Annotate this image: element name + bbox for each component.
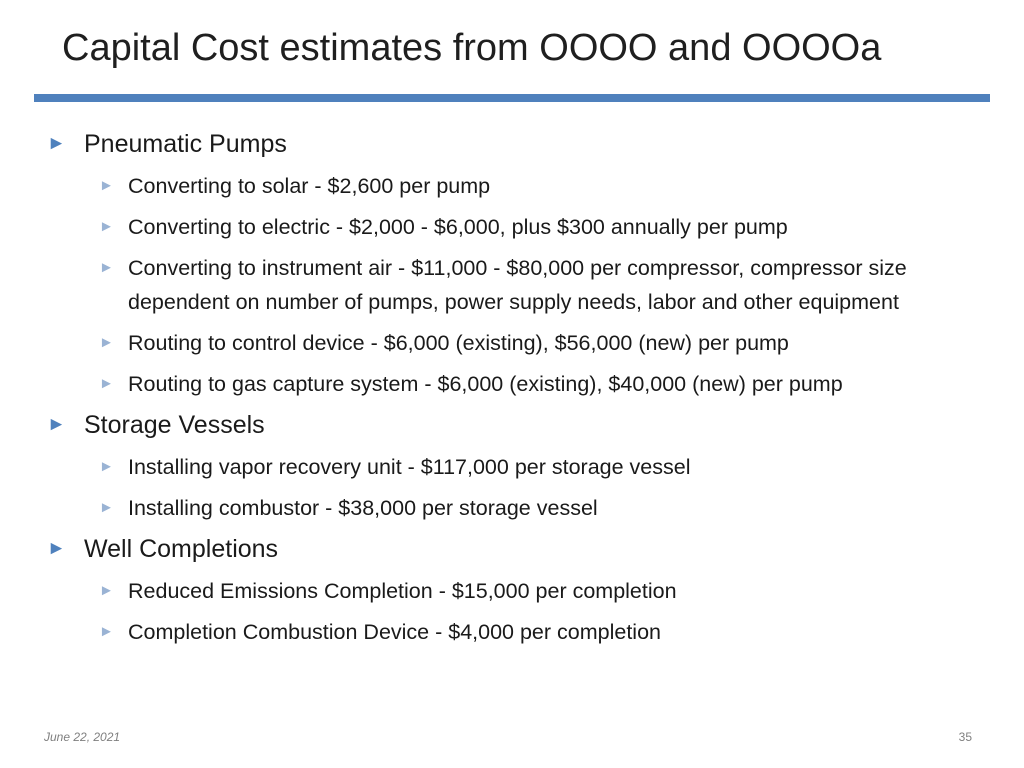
- section-heading-label: Well Completions: [84, 535, 279, 563]
- page-number: 35: [958, 730, 972, 744]
- bullet-triangle-icon: ►: [47, 414, 66, 435]
- list-item-text: Converting to instrument air - $11,000 - $80,000 per compressor, compressor size dependent on number of pumps, power supply needs, labor and other equipment: [128, 256, 907, 314]
- list-item: [0, 491, 1024, 525]
- list-item-text: Converting to solar - $2,600 per pump: [128, 174, 491, 198]
- list-item: [0, 326, 1024, 360]
- list-item: [0, 210, 1024, 244]
- sub-bullet-triangle-icon: ►: [99, 582, 114, 599]
- list-item-text: Converting to electric - $2,000 - $6,000, plus $300 annually per pump: [128, 215, 788, 239]
- list-item-text: Reduced Emissions Completion - $15,000 per completion: [128, 579, 677, 603]
- section-heading-well-completions: [0, 531, 1024, 567]
- list-item-text: Installing vapor recovery unit - $117,000 per storage vessel: [128, 455, 691, 479]
- sub-bullet-triangle-icon: ►: [99, 177, 114, 194]
- section-heading-label: Storage Vessels: [84, 411, 265, 439]
- list-item: [0, 615, 1024, 649]
- list-item-text: Routing to control device - $6,000 (existing), $56,000 (new) per pump: [128, 331, 789, 355]
- section-heading-label: Pneumatic Pumps: [84, 130, 287, 158]
- slide-content: [0, 126, 1024, 649]
- list-item-text: Installing combustor - $38,000 per storage vessel: [128, 496, 598, 520]
- list-item-text: Routing to gas capture system - $6,000 (existing), $40,000 (new) per pump: [128, 372, 843, 396]
- sub-bullet-triangle-icon: ►: [99, 218, 114, 235]
- bullet-triangle-icon: ►: [47, 133, 66, 154]
- list-item: [0, 169, 1024, 203]
- footer-date: June 22, 2021: [44, 730, 121, 744]
- slide-title: Capital Cost estimates from OOOO and OOOOa: [62, 27, 882, 69]
- list-item-text: Completion Combustion Device - $4,000 per completion: [128, 620, 661, 644]
- section-heading-storage-vessels: [0, 407, 1024, 443]
- sub-bullet-triangle-icon: ►: [99, 375, 114, 392]
- sub-bullet-triangle-icon: ►: [99, 259, 114, 276]
- title-divider: [34, 94, 990, 102]
- sub-bullet-triangle-icon: ►: [99, 458, 114, 475]
- sub-bullet-triangle-icon: ►: [99, 334, 114, 351]
- bullet-triangle-icon: ►: [47, 538, 66, 559]
- list-item: [0, 367, 1024, 401]
- sub-bullet-triangle-icon: ►: [99, 623, 114, 640]
- list-item: [0, 574, 1024, 608]
- section-heading-pneumatic-pumps: [0, 126, 1024, 162]
- list-item: [0, 450, 1024, 484]
- list-item: [0, 251, 984, 319]
- sub-bullet-triangle-icon: ►: [99, 499, 114, 516]
